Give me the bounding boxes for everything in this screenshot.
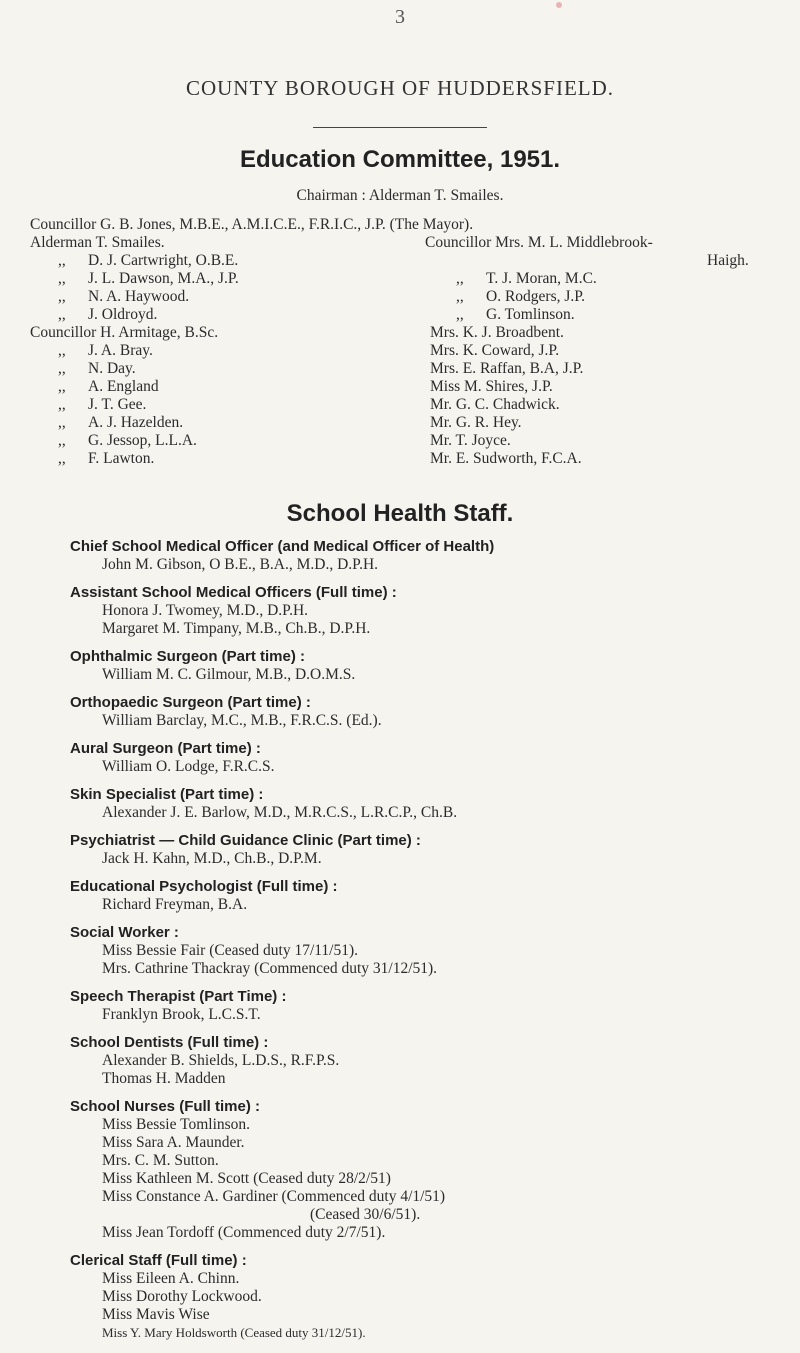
- staff-person: John M. Gibson, O B.E., B.A., M.D., D.P.H.: [102, 556, 379, 573]
- councillor-item: ,, T. J. Moran, M.C.: [456, 270, 597, 287]
- alderman-item: ,, N. A. Haywood.: [58, 288, 190, 305]
- chairman-line: Chairman : Alderman T. Smailes.: [296, 187, 504, 204]
- staff-person: Miss Jean Tordoff (Commenced duty 2/7/51).: [102, 1224, 386, 1241]
- alderman-item: ,, J. L. Dawson, M.A., J.P.: [58, 270, 239, 287]
- councillor-item: ,, J. T. Gee.: [58, 396, 147, 413]
- member-item: Mrs. E. Raffan, B.A, J.P.: [430, 360, 584, 377]
- ditto-mark: ,,: [58, 270, 66, 287]
- councillor-item: ,, O. Rodgers, J.P.: [456, 288, 586, 305]
- councillor-item: ,, J. A. Bray.: [58, 342, 153, 359]
- ditto-mark: ,,: [58, 450, 66, 467]
- staff-person: Miss Dorothy Lockwood.: [102, 1288, 262, 1305]
- staff-person: Franklyn Brook, L.C.S.T.: [102, 1006, 261, 1023]
- staff-person: Miss Eileen A. Chinn.: [102, 1270, 240, 1287]
- staff-role: Orthopaedic Surgeon (Part time) :: [70, 694, 311, 711]
- alderman-head: Alderman T. Smailes.: [30, 234, 165, 251]
- ditto-mark: ,,: [58, 360, 66, 377]
- staff-person: Miss Kathleen M. Scott (Ceased duty 28/2/51): [102, 1170, 391, 1187]
- title-divider: [313, 127, 487, 128]
- staff-role: Educational Psychologist (Full time) :: [70, 878, 338, 895]
- staff-role: School Dentists (Full time) :: [70, 1034, 269, 1051]
- member-item: Mr. E. Sudworth, F.C.A.: [430, 450, 582, 467]
- ditto-mark: ,,: [58, 378, 66, 395]
- staff-role: Skin Specialist (Part time) :: [70, 786, 264, 803]
- member-item: Mr. G. R. Hey.: [430, 414, 522, 431]
- staff-role: Ophthalmic Surgeon (Part time) :: [70, 648, 306, 665]
- staff-role: Speech Therapist (Part Time) :: [70, 988, 287, 1005]
- ditto-mark: ,,: [58, 288, 66, 305]
- staff-person: William O. Lodge, F.R.C.S.: [102, 758, 275, 775]
- councillor-head-right-cont: Haigh.: [707, 252, 749, 269]
- staff-person: William Barclay, M.C., M.B., F.R.C.S. (Ed.).: [102, 712, 382, 729]
- staff-person: Miss Constance A. Gardiner (Commenced duty 4/1/51): [102, 1188, 446, 1205]
- staff-person: Miss Bessie Fair (Ceased duty 17/11/51).: [102, 942, 359, 959]
- staff-role: Assistant School Medical Officers (Full time) :: [70, 584, 397, 601]
- councillor-item: ,, G. Tomlinson.: [456, 306, 575, 323]
- staff-role: Psychiatrist — Child Guidance Clinic (Part time) :: [70, 832, 421, 849]
- staff-person: Miss Sara A. Maunder.: [102, 1134, 245, 1151]
- ditto-mark: ,,: [58, 306, 66, 323]
- staff-person: Miss Y. Mary Holdsworth (Ceased duty 31/12/51).: [102, 1325, 366, 1340]
- ditto-mark: ,,: [456, 306, 464, 323]
- ditto-mark: ,,: [58, 414, 66, 431]
- ditto-mark: ,,: [58, 252, 66, 269]
- mayor-line: Councillor G. B. Jones, M.B.E., A.M.I.C.E., F.R.I.C., J.P. (The Mayor).: [30, 216, 474, 233]
- staff-person: Alexander J. E. Barlow, M.D., M.R.C.S., L.R.C.P., Ch.B.: [102, 804, 458, 821]
- staff-person: Mrs. C. M. Sutton.: [102, 1152, 219, 1169]
- staff-person: Miss Mavis Wise: [102, 1306, 210, 1323]
- staff-role: Clerical Staff (Full time) :: [70, 1252, 247, 1269]
- ditto-mark: ,,: [456, 288, 464, 305]
- staff-role: School Nurses (Full time) :: [70, 1098, 261, 1115]
- councillor-item: ,, A. England: [58, 378, 159, 395]
- councillor-item: ,, A. J. Hazelden.: [58, 414, 184, 431]
- borough-title: COUNTY BOROUGH OF HUDDERSFIELD.: [185, 76, 615, 100]
- staff-role: Aural Surgeon (Part time) :: [70, 740, 261, 757]
- page-number: 3: [395, 6, 405, 28]
- ditto-mark: ,,: [456, 270, 464, 287]
- member-item: Mr. G. C. Chadwick.: [430, 396, 560, 413]
- staff-role: Social Worker :: [70, 924, 179, 941]
- alderman-item: ,, D. J. Cartwright, O.B.E.: [58, 252, 239, 269]
- councillor-head: Councillor H. Armitage, B.Sc.: [30, 324, 219, 341]
- councillor-item: ,, G. Jessop, L.L.A.: [58, 432, 197, 449]
- staff-person: Margaret M. Timpany, M.B., Ch.B., D.P.H.: [102, 620, 371, 637]
- ditto-mark: ,,: [58, 342, 66, 359]
- ditto-mark: ,,: [58, 432, 66, 449]
- committee-title: Education Committee, 1951.: [239, 146, 561, 173]
- ditto-mark: ,,: [58, 396, 66, 413]
- staff-person: Thomas H. Madden: [102, 1070, 226, 1087]
- staff-person: Mrs. Cathrine Thackray (Commenced duty 31/12/51).: [102, 960, 438, 977]
- staff-person: William M. C. Gilmour, M.B., D.O.M.S.: [102, 666, 356, 683]
- staff-person: Jack H. Kahn, M.D., Ch.B., D.P.M.: [102, 850, 322, 867]
- member-item: Mr. T. Joyce.: [430, 432, 511, 449]
- staff-person: Honora J. Twomey, M.D., D.P.H.: [102, 602, 309, 619]
- staff-person-cont: (Ceased 30/6/51).: [310, 1206, 421, 1223]
- staff-person: Miss Bessie Tomlinson.: [102, 1116, 251, 1133]
- member-item: Mrs. K. Coward, J.P.: [430, 342, 560, 359]
- member-item: Mrs. K. J. Broadbent.: [430, 324, 564, 341]
- member-item: Miss M. Shires, J.P.: [430, 378, 553, 395]
- staff-role: Chief School Medical Officer (and Medical Officer of Health): [70, 538, 495, 555]
- alderman-item: ,, J. Oldroyd.: [58, 306, 158, 323]
- staff-person: Alexander B. Shields, L.D.S., R.F.P.S.: [102, 1052, 340, 1069]
- staff-title: School Health Staff.: [286, 500, 514, 527]
- staff-person: Richard Freyman, B.A.: [102, 896, 248, 913]
- councillor-item: ,, N. Day.: [58, 360, 136, 377]
- councillor-item: ,, F. Lawton.: [58, 450, 155, 467]
- councillor-head-right: Councillor Mrs. M. L. Middlebrook-: [425, 234, 653, 251]
